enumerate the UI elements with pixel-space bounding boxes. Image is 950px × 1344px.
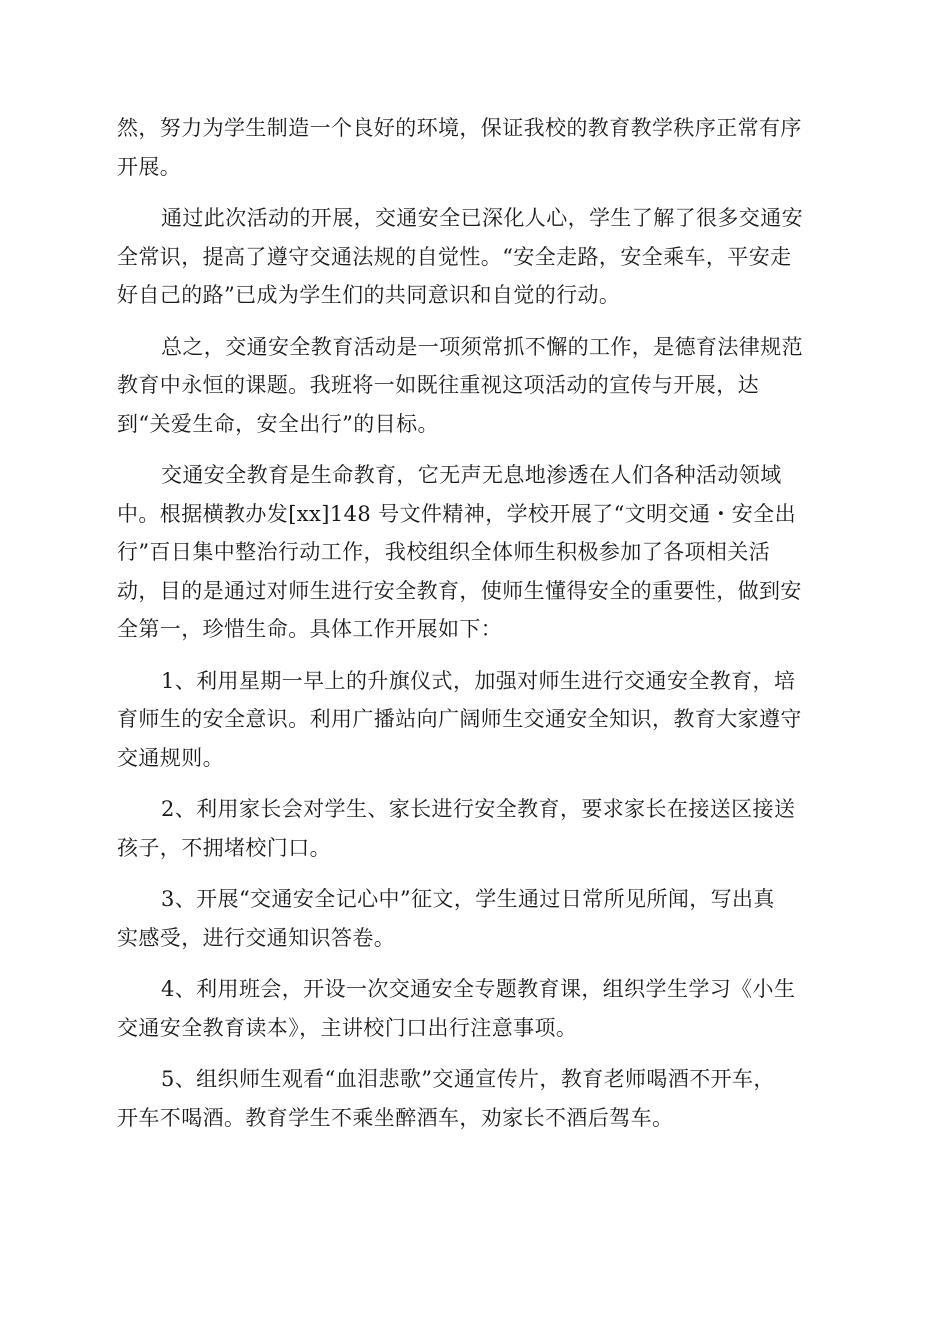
paragraph-line: 3、开展“交通安全记心中”征文，学生通过日常所见所闻，写出真 bbox=[161, 887, 775, 911]
paragraph-line: 动，目的是通过对师生进行安全教育，使师生懂得安全的重要性，做到安 bbox=[117, 578, 802, 603]
paragraph-line: 4、利用班会，开设一次交通安全专题教育课，组织学生学习《小生 bbox=[161, 977, 796, 1001]
paragraph-4 bbox=[117, 456, 833, 649]
paragraph-line: 开车不喝酒。教育学生不乘坐醉酒车，劝家长不酒后驾车。 bbox=[117, 1105, 674, 1130]
paragraph-2 bbox=[117, 199, 833, 315]
paragraph-7 bbox=[117, 880, 833, 957]
paragraph-line: 5、组织师生观看“血泪悲歌”交通宣传片，教育老师喝酒不开车， bbox=[161, 1067, 775, 1091]
paragraph-line: 行”百日集中整治行动工作，我校组织全体师生积极参加了各项相关活 bbox=[117, 540, 771, 564]
paragraph-line: 全常识，提高了遵守交通法规的自觉性。“安全走路，安全乘车，平安走 bbox=[117, 244, 792, 269]
paragraph-line: 中。根据横教办发[xx]148 号文件精神，学校开展了“文明交通・安全出 bbox=[117, 501, 796, 526]
paragraph-6 bbox=[117, 790, 833, 867]
paragraph-line: 实感受，进行交通知识答卷。 bbox=[117, 925, 396, 950]
paragraph-line: 育师生的安全意识。利用广播站向广阔师生交通安全知识，教育大家遵守 bbox=[117, 707, 802, 731]
paragraph-line: 交通安全教育是生命教育，它无声无息地渗透在人们各种活动领域 bbox=[161, 463, 782, 487]
paragraph-line: 2、利用家长会对学生、家长进行安全教育，要求家长在接送区接送 bbox=[161, 797, 796, 821]
paragraph-line: 开展。 bbox=[117, 154, 182, 179]
paragraph-line: 全第一，珍惜生命。具体工作开展如下： bbox=[117, 617, 503, 641]
paragraph-1 bbox=[117, 109, 833, 186]
paragraph-5 bbox=[117, 662, 833, 778]
paragraph-line: 总之，交通安全教育活动是一项须常抓不懈的工作，是德育法律规范 bbox=[161, 334, 803, 359]
paragraph-line: 交通安全教育读本》，主讲校门口出行注意事项。 bbox=[117, 1015, 578, 1040]
paragraph-line: 然，努力为学生制造一个良好的环境，保证我校的教育教学秩序正常有序 bbox=[117, 116, 802, 140]
paragraph-line: 到“关爱生命，安全出行”的目标。 bbox=[117, 411, 439, 436]
paragraph-9 bbox=[117, 1060, 833, 1137]
paragraph-line: 孩子，不拥堵校门口。 bbox=[117, 835, 331, 860]
paragraph-line: 好自己的路”已成为学生们的共同意识和自觉的行动。 bbox=[117, 283, 621, 307]
paragraph-line: 1、利用星期一早上的升旗仪式，加强对师生进行交通安全教育，培 bbox=[161, 668, 796, 693]
document-body bbox=[117, 109, 833, 1150]
paragraph-8 bbox=[117, 970, 833, 1047]
paragraph-3 bbox=[117, 328, 833, 444]
paragraph-line: 通过此次活动的开展，交通安全已深化人心，学生了解了很多交通安 bbox=[161, 206, 803, 230]
paragraph-line: 交通规则。 bbox=[117, 745, 224, 770]
paragraph-line: 教育中永恒的课题。我班将一如既往重视这项活动的宣传与开展，达 bbox=[117, 373, 759, 397]
